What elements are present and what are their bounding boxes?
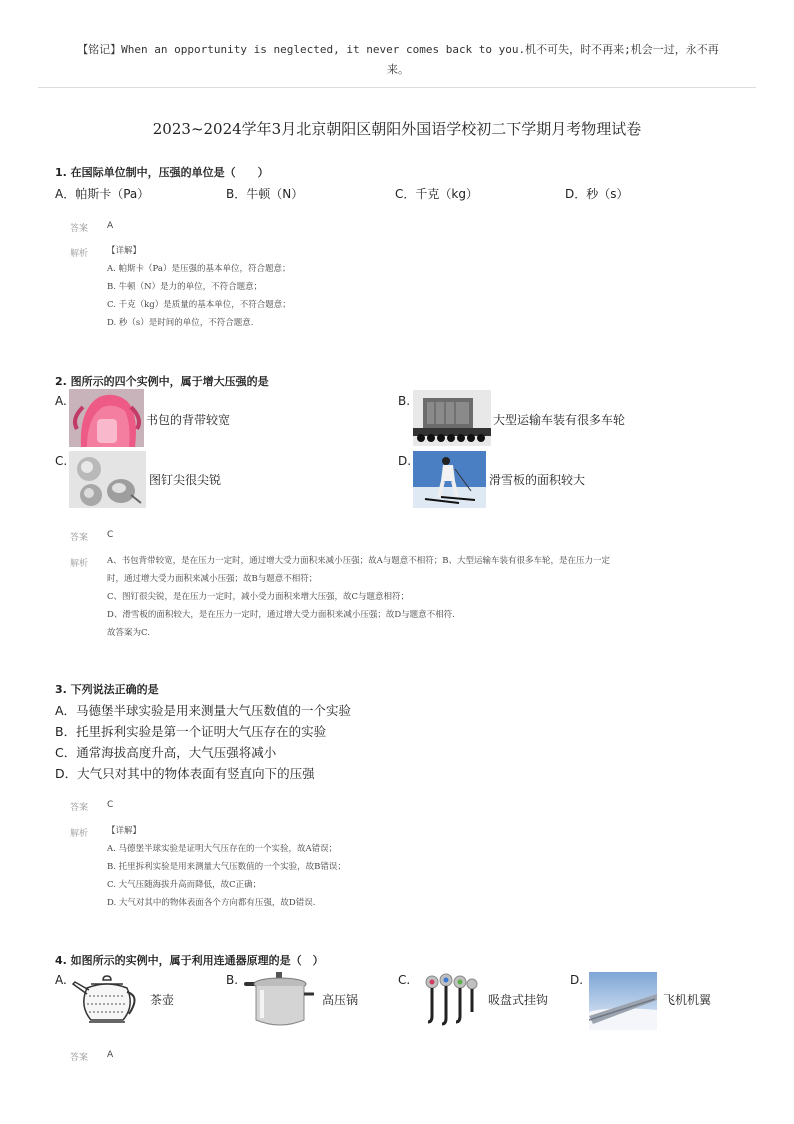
- thumbtack-image: [69, 451, 146, 508]
- q4-option-a-caption: 茶壶: [150, 993, 175, 1007]
- q2-option-b-caption: 大型运输车装有很多车轮: [493, 413, 626, 427]
- q2-answer-label: 答案: [70, 533, 89, 543]
- q3-option-b: B．托里拆利实验是第一个证明大气压存在的实验: [55, 724, 327, 739]
- q3-analysis: [107, 822, 346, 912]
- q4-option-c-caption: 吸盘式挂钩: [488, 993, 549, 1007]
- q1-option-b: B．牛顿（N）: [226, 187, 304, 201]
- analysis-line: 【详解】: [107, 246, 142, 256]
- q2-option-c-caption: 图钉尖很尖锐: [149, 473, 222, 487]
- analysis-line: A、书包背带较宽，是在压力一定时，通过增大受力面积来减小压强；故A与题意不相符；B、大型运输车装有很多车轮，是在压力一定: [107, 556, 611, 566]
- q2-option-b-letter: B.: [398, 394, 411, 408]
- q2-option-a-letter: A.: [55, 394, 67, 408]
- q2-stem: 2. 图所示的四个实例中，属于增大压强的是: [55, 375, 269, 388]
- backpack-image: [69, 389, 144, 447]
- analysis-line: 故答案为C.: [107, 628, 150, 638]
- analysis-line: B. 托里拆利实验是用来测量大气压数值的一个实验，故B错误；: [107, 862, 346, 872]
- analysis-line: 【详解】: [107, 826, 142, 836]
- q3-stem: 3. 下列说法正确的是: [55, 683, 159, 696]
- q2-option-d-caption: 滑雪板的面积较大: [489, 473, 586, 487]
- q2-option-d-letter: D.: [398, 454, 412, 468]
- analysis-line: C. 千克（kg）是质量的基本单位，不符合题意；: [107, 300, 291, 310]
- q3-option-d: D．大气只对其中的物体表面有竖直向下的压强: [55, 766, 315, 781]
- motto: [40, 40, 756, 80]
- q4-stem: 4. 如图所示的实例中，属于利用连通器原理的是（ ）: [55, 954, 324, 967]
- q4-option-d-letter: D.: [570, 973, 584, 987]
- q4-answer: A: [107, 1050, 114, 1060]
- skier-image: [413, 451, 486, 508]
- teapot-image: [69, 970, 145, 1030]
- q2-analysis-label: 解析: [70, 559, 89, 569]
- q1-answer-label: 答案: [70, 224, 89, 234]
- q3-answer: C: [107, 800, 114, 810]
- airplane-wing-image: [589, 972, 657, 1030]
- q1-option-a: A．帕斯卡（Pa）: [55, 187, 150, 201]
- q3-answer-label: 答案: [70, 803, 89, 813]
- analysis-line: C. 大气压随海拔升高而降低，故C正确；: [107, 880, 262, 890]
- analysis-line: C、图钉很尖锐，是在压力一定时，减小受力面积来增大压强，故C与题意相符；: [107, 592, 410, 602]
- q2-option-a-caption: 书包的背带较宽: [146, 413, 231, 427]
- q1-option-c: C．千克（kg）: [395, 187, 478, 201]
- suction-hook-image: [418, 972, 480, 1030]
- q4-option-c-letter: C.: [398, 973, 411, 987]
- pressure-cooker-image: [242, 968, 318, 1030]
- analysis-line: A. 帕斯卡（Pa）是压强的基本单位，符合题意；: [107, 264, 291, 274]
- q3-analysis-label: 解析: [70, 829, 89, 839]
- motto-line-2: 来。: [387, 63, 409, 76]
- header-divider: [38, 87, 756, 88]
- q1-stem: 1. 在国际单位制中，压强的单位是（ ）: [55, 166, 269, 179]
- q3-option-a: A．马德堡半球实验是用来测量大气压数值的一个实验: [55, 703, 352, 718]
- q4-option-d-caption: 飞机机翼: [663, 993, 712, 1007]
- q1-analysis: [107, 242, 291, 332]
- q1-option-d: D．秒（s）: [565, 187, 629, 201]
- q3-option-c: C．通常海拔高度升高，大气压强将减小: [55, 745, 277, 760]
- q4-option-b-letter: B.: [226, 973, 239, 987]
- analysis-line: B. 牛顿（N）是力的单位，不符合题意；: [107, 282, 263, 292]
- analysis-line: D. 大气对其中的物体表面各个方向都有压强，故D错误.: [107, 898, 316, 908]
- page-title: 2023~2024学年3月北京朝阳区朝阳外国语学校初二下学期月考物理试卷: [152, 120, 642, 138]
- q2-analysis: [107, 552, 747, 642]
- q4-answer-label: 答案: [70, 1053, 89, 1063]
- q1-answer: A: [107, 221, 114, 231]
- motto-line-1: 【铭记】When an opportunity is neglected, it never comes back to you.机不可失，时不再来;机会一过，永不再: [77, 43, 719, 56]
- q4-option-a-letter: A.: [55, 973, 67, 987]
- q4-option-b-caption: 高压锅: [322, 993, 359, 1007]
- q1-analysis-label: 解析: [70, 249, 89, 259]
- analysis-line: D、滑雪板的面积较大，是在压力一定时，通过增大受力面积来减小压强；故D与题意不相符.: [107, 610, 455, 620]
- analysis-line: A. 马德堡半球实验是证明大气压存在的一个实验，故A错误；: [107, 844, 338, 854]
- truck-image: [413, 390, 491, 446]
- q2-answer: C: [107, 530, 114, 540]
- analysis-line: 时，通过增大受力面积来减小压强；故B与题意不相符；: [107, 574, 318, 584]
- analysis-line: D. 秒（s）是时间的单位，不符合题意.: [107, 318, 254, 328]
- q2-option-c-letter: C.: [55, 454, 68, 468]
